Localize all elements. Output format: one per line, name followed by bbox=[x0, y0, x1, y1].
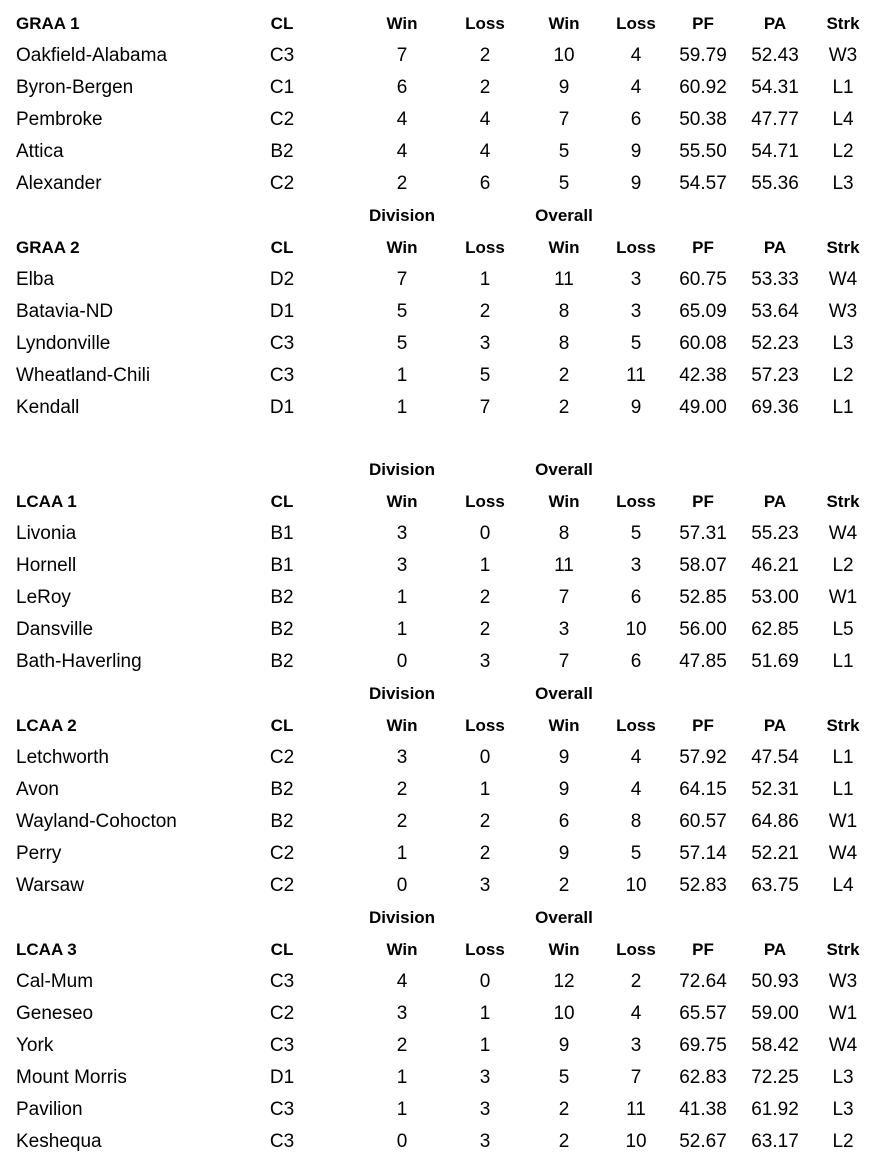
table-row: Wayland-Cohocton B2 2 2 6 8 60.57 64.86 W1 bbox=[0, 806, 880, 838]
league-name: GRAA 1 bbox=[16, 14, 80, 33]
team-name: Avon bbox=[16, 779, 59, 800]
table-row: Elba D2 7 1 11 3 60.75 53.33 W4 bbox=[0, 264, 880, 296]
team-name: Dansville bbox=[16, 619, 94, 640]
table-row: Byron-Bergen C1 6 2 9 4 60.92 54.31 L1 bbox=[0, 72, 880, 104]
team-name: Keshequa bbox=[16, 1131, 102, 1152]
table-row: Pavilion C3 1 3 2 11 41.38 61.92 L3 bbox=[0, 1094, 880, 1126]
table-row: Warsaw C2 0 3 2 10 52.83 63.75 L4 bbox=[0, 870, 880, 902]
table-row: Bath-Haverling B2 0 3 7 6 47.85 51.69 L1 bbox=[0, 646, 880, 678]
team-name: Byron-Bergen bbox=[16, 77, 134, 98]
team-name: LeRoy bbox=[16, 587, 71, 608]
team-name: Pembroke bbox=[16, 109, 103, 130]
table-row: Dansville B2 1 2 3 10 56.00 62.85 L5 bbox=[0, 614, 880, 646]
table-row: LeRoy B2 1 2 7 6 52.85 53.00 W1 bbox=[0, 582, 880, 614]
group-header-row: Division Overall bbox=[368, 684, 593, 703]
team-name: Geneseo bbox=[16, 1003, 94, 1024]
team-name: Letchworth bbox=[16, 747, 109, 768]
table-row: Livonia B1 3 0 8 5 57.31 55.23 W4 bbox=[0, 518, 880, 550]
group-header-row: Division Overall bbox=[368, 206, 593, 225]
table-header-row: GRAA 1 CL Win Loss Win Loss PF PA Strk bbox=[0, 8, 880, 40]
table-row: Kendall D1 1 7 2 9 49.00 69.36 L1 bbox=[0, 392, 880, 424]
team-name: Wheatland-Chili bbox=[16, 365, 151, 386]
group-header-row: Division Overall bbox=[368, 908, 593, 927]
team-name: Oakfield-Alabama bbox=[16, 45, 168, 66]
table-row: Attica B2 4 4 5 9 55.50 54.71 L2 bbox=[0, 136, 880, 168]
team-name: Warsaw bbox=[16, 875, 84, 896]
table-row: Alexander C2 2 6 5 9 54.57 55.36 L3 bbox=[0, 168, 880, 200]
team-name: Perry bbox=[16, 843, 62, 864]
table-row: Perry C2 1 2 9 5 57.14 52.21 W4 bbox=[0, 838, 880, 870]
table-row: Hornell B1 3 1 11 3 58.07 46.21 L2 bbox=[0, 550, 880, 582]
league-name: LCAA 2 bbox=[16, 716, 77, 735]
team-name: Livonia bbox=[16, 523, 77, 544]
table-header-row: GRAA 2 CL Win Loss Win Loss PF PA Strk bbox=[0, 232, 880, 264]
team-name: Cal-Mum bbox=[16, 971, 94, 992]
team-name: Pavilion bbox=[16, 1099, 83, 1120]
table-header-row: LCAA 1 CL Win Loss Win Loss PF PA Strk bbox=[0, 486, 880, 518]
team-name: Hornell bbox=[16, 555, 77, 576]
team-name: Bath-Haverling bbox=[16, 651, 142, 672]
team-name: Attica bbox=[16, 141, 64, 162]
table-row: Geneseo C2 3 1 10 4 65.57 59.00 W1 bbox=[0, 998, 880, 1030]
team-name: Batavia-ND bbox=[16, 301, 114, 322]
team-name: Elba bbox=[16, 269, 55, 290]
table-row: Wheatland-Chili C3 1 5 2 11 42.38 57.23 L2 bbox=[0, 360, 880, 392]
team-name: York bbox=[16, 1035, 54, 1056]
table-header-row: LCAA 2 CL Win Loss Win Loss PF PA Strk bbox=[0, 710, 880, 742]
team-name: Alexander bbox=[16, 173, 102, 194]
team-name: Mount Morris bbox=[16, 1067, 127, 1088]
league-name: GRAA 2 bbox=[16, 238, 80, 257]
table-row: Pembroke C2 4 4 7 6 50.38 47.77 L4 bbox=[0, 104, 880, 136]
table-row: Batavia-ND D1 5 2 8 3 65.09 53.64 W3 bbox=[0, 296, 880, 328]
group-header-row: Division Overall bbox=[368, 460, 593, 479]
team-name: Lyndonville bbox=[16, 333, 111, 354]
table-row: York C3 2 1 9 3 69.75 58.42 W4 bbox=[0, 1030, 880, 1062]
league-name: LCAA 1 bbox=[16, 492, 77, 511]
table-row: Mount Morris D1 1 3 5 7 62.83 72.25 L3 bbox=[0, 1062, 880, 1094]
table-row: Cal-Mum C3 4 0 12 2 72.64 50.93 W3 bbox=[0, 966, 880, 998]
table-row: Avon B2 2 1 9 4 64.15 52.31 L1 bbox=[0, 774, 880, 806]
team-name: Kendall bbox=[16, 397, 80, 418]
table-row: Letchworth C2 3 0 9 4 57.92 47.54 L1 bbox=[0, 742, 880, 774]
league-name: LCAA 3 bbox=[16, 940, 77, 959]
table-header-row: LCAA 3 CL Win Loss Win Loss PF PA Strk bbox=[0, 934, 880, 966]
table-row: Lyndonville C3 5 3 8 5 60.08 52.23 L3 bbox=[0, 328, 880, 360]
team-name: Wayland-Cohocton bbox=[16, 811, 177, 832]
table-row: Oakfield-Alabama C3 7 2 10 4 59.79 52.43 W3 bbox=[0, 40, 880, 72]
table-row: Keshequa C3 0 3 2 10 52.67 63.17 L2 bbox=[0, 1126, 880, 1158]
